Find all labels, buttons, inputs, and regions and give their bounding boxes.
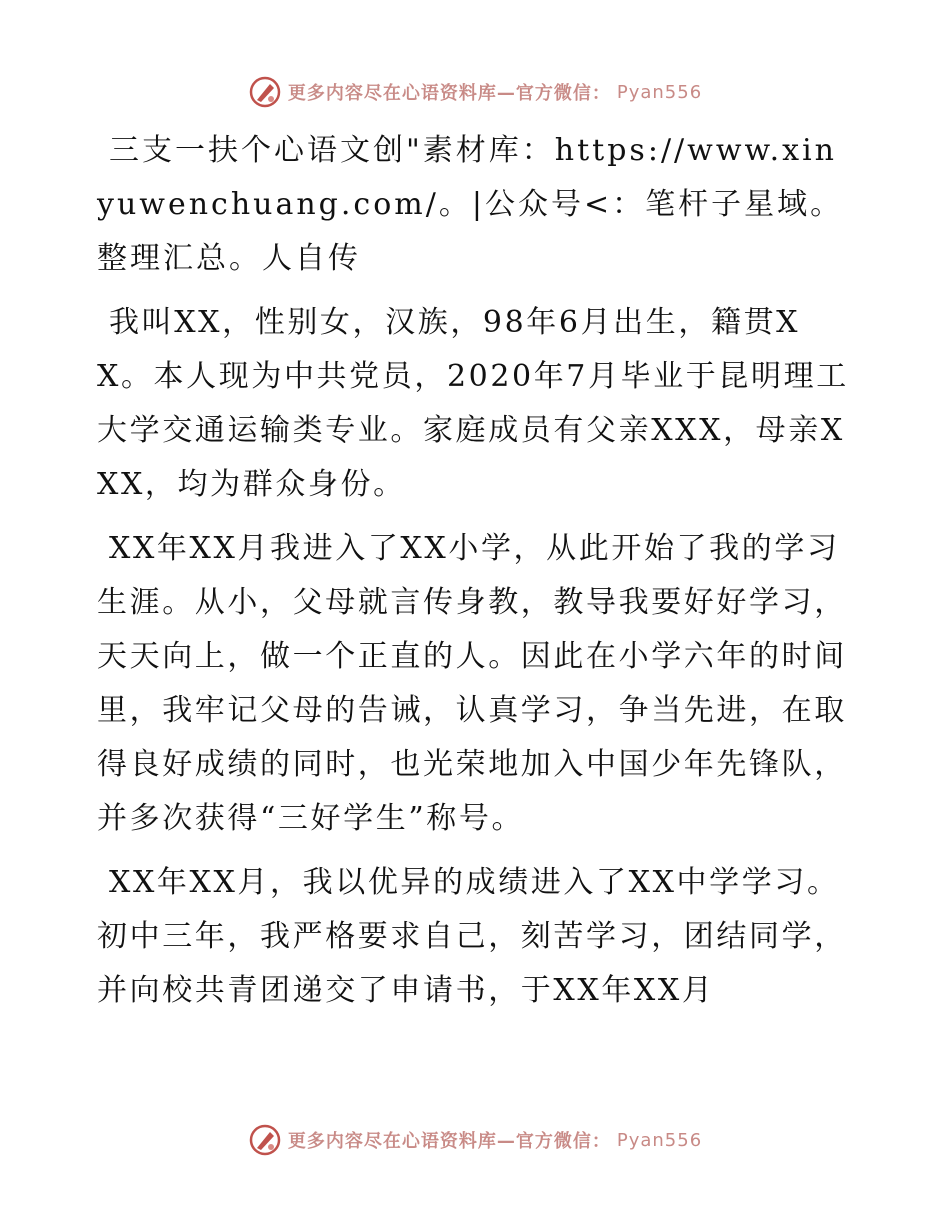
watermark-account: Pyan556: [616, 1129, 703, 1151]
document-body: [97, 124, 853, 1028]
watermark-text: 更多内容尽在心语资料库—官方微信：: [287, 83, 611, 104]
watermark-text: 更多内容尽在心语资料库—官方微信：: [287, 1131, 611, 1152]
pen-logo-icon: [248, 1123, 282, 1157]
pen-logo-icon: [248, 75, 282, 109]
paragraph-3: XX年XX月我进入了XX小学，从此开始了我的学习生涯。从小，父母就言传身教，教导我要好好学习，天天向上，做一个正直的人。因此在小学六年的时间里，我牢记父母的告诫，认真学习，争当先进，在取得良好成绩的同时，也光荣地加入中国少年先锋队，并多次获得“三好学生”称号。: [97, 531, 847, 836]
paragraph-1: 三支一扶个心语文创"素材库：https://www.xinyuwenchuang.com/。|公众号<：笔杆子星域。整理汇总。人自传: [97, 133, 844, 276]
watermark-account: Pyan556: [616, 81, 703, 103]
paragraph-4: XX年XX月，我以优异的成绩进入了XX中学学习。初中三年，我严格要求自己，刻苦学习，团结同学，并向校共青团递交了申请书，于XX年XX月: [97, 865, 847, 1008]
watermark-header: [0, 70, 950, 114]
watermark-footer: [0, 1118, 950, 1162]
paragraph-2: 我叫XX，性别女，汉族，98年6月出生，籍贯XX。本人现为中共党员，2020年7月毕业于昆明理工大学交通运输类专业。家庭成员有父亲XXX，母亲XXX，均为群众身份。: [97, 305, 849, 502]
